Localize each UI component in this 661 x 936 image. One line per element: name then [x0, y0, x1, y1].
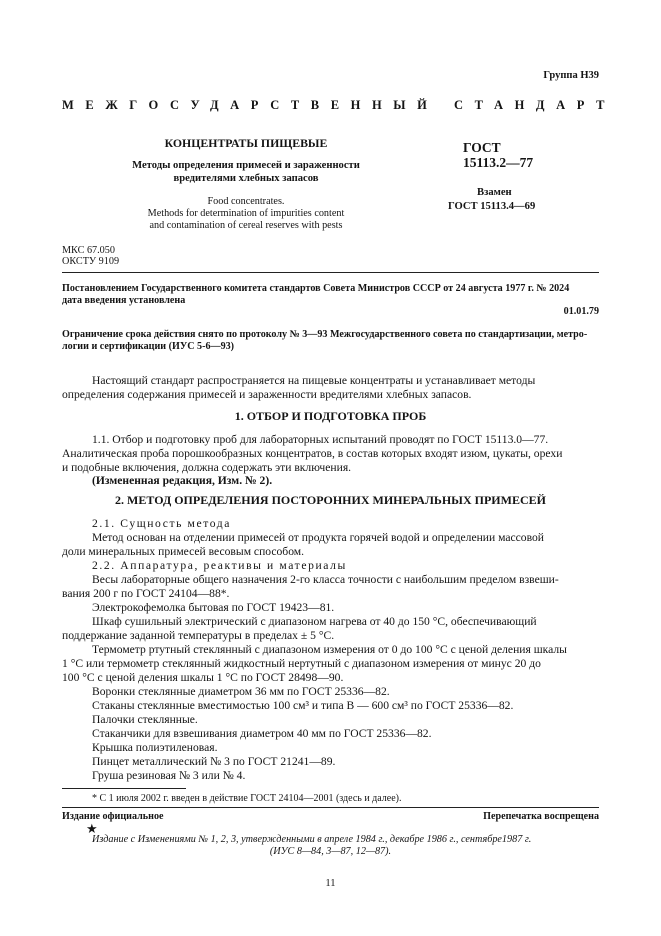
gost-label: ГОСТ — [463, 140, 501, 155]
english-title-3: and contamination of cereal reserves with pests — [149, 220, 343, 231]
equipment-line-8: 100 °С с ценой деления шкалы 1 °С по ГОСТ 28498—90. — [62, 671, 344, 684]
equipment-line-6: Термометр ртутный стеклянный с диапазоном измерения от 0 до 100 °С с ценой деления шкалы — [92, 643, 567, 656]
section-1-para-line-2: Аналитическая проба порошкообразных концентратов, в состав которых входят изюм, цукаты, орехи — [62, 447, 563, 460]
section-2-heading: 2. МЕТОД ОПРЕДЕЛЕНИЯ ПОСТОРОННИХ МИНЕРАЛЬНЫХ ПРИМЕСЕЙ — [115, 493, 546, 507]
restriction-text-1: Ограничение срока действия снято по протоколу № 3—93 Межгосударственного совета по стандартизации, метро- — [62, 329, 588, 340]
official-edition: Издание официальное — [62, 811, 164, 822]
equipment-line-7: 1 °С или термометр стеклянный жидкостный нертутный с диапазоном измерения от минус 20 до — [62, 657, 541, 670]
star-icon: ★ — [86, 821, 98, 836]
standard-subtitle-1: Методы определения примесей и зараженности — [132, 160, 360, 171]
replaces-number: ГОСТ 15113.4—69 — [448, 201, 536, 212]
effective-date: 01.01.79 — [563, 306, 599, 317]
equipment-line-13: Крышка полиэтиленовая. — [92, 741, 218, 754]
intro-line-2: определения содержания примесей и зараженности вредителями хлебных запасов. — [62, 388, 472, 401]
replaces-label: Взамен — [477, 187, 512, 198]
equipment-line-14: Пинцет металлический № 3 по ГОСТ 21241—89. — [92, 755, 336, 768]
equipment-line-5: поддержание заданной температуры в пределах ± 5 °С. — [62, 629, 335, 642]
subsection-2-1-title — [92, 517, 231, 531]
page-number: 11 — [325, 878, 336, 889]
equipment-line-4: Шкаф сушильный электрический с диапазоном нагрева от 40 до 150 °С, обеспечивающий — [92, 615, 537, 628]
standard-subtitle-2: вредителями хлебных запасов — [173, 173, 319, 184]
okstu-code: ОКСТУ 9109 — [62, 256, 120, 267]
footnote-rule — [62, 788, 186, 789]
equipment-line-1: Весы лабораторные общего назначения 2-го класса точности с наибольшим пределом взвеши- — [92, 573, 559, 586]
amendments-line-2: (ИУС 8—84, 3—87, 12—87). — [269, 846, 392, 857]
equipment-line-9: Воронки стеклянные диаметром 36 мм по ГОСТ 25336—82. — [92, 685, 390, 698]
equipment-line-2: вания 200 г по ГОСТ 24104—88*. — [62, 587, 230, 600]
section-1-heading: 1. ОТБОР И ПОДГОТОВКА ПРОБ — [234, 409, 427, 423]
amendments-line-1: Издание с Изменениями № 1, 2, 3, утвержденными в апреле 1984 г., декабре 1986 г., сентябре1987 г. — [92, 834, 532, 845]
section-1-para-line-1: 1.1. Отбор и подготовку проб для лабораторных испытаний проводят по ГОСТ 15113.0—77. — [92, 433, 549, 446]
group-code: Группа Н39 — [543, 70, 599, 81]
header-divider — [62, 272, 599, 273]
intro-line-1: Настоящий стандарт распространяется на пищевые концентраты и устанавливает методы — [92, 374, 536, 387]
reprint-prohibited: Перепечатка воспрещена — [483, 811, 599, 822]
standard-title: КОНЦЕНТРАТЫ ПИЩЕВЫЕ — [164, 136, 328, 150]
mks-code: МКС 67.050 — [62, 245, 115, 256]
s21-line-2: доли минеральных примесей весовым способом. — [62, 545, 305, 558]
banner-interstate: МЕЖГОСУДАРСТВЕННЫЙ — [62, 98, 439, 112]
equipment-line-12: Стаканчики для взвешивания диаметром 40 мм по ГОСТ 25336—82. — [92, 727, 432, 740]
footnote: * С 1 июля 2002 г. введен в действие ГОСТ 24104—2001 (здесь и далее). — [92, 793, 402, 804]
equipment-line-11: Палочки стеклянные. — [92, 713, 198, 726]
section-1-para-line-3: и подобные включения, должна содержать эти включения. — [62, 461, 352, 474]
restriction-text-2: логии и сертификации (ИУС 5-6—93) — [62, 341, 235, 352]
equipment-line-15: Груша резиновая № 3 или № 4. — [92, 769, 246, 782]
equipment-line-10: Стаканы стеклянные вместимостью 100 см³ и типа В — 600 см³ по ГОСТ 25336—82. — [92, 699, 514, 712]
equipment-line-3: Электрокофемолка бытовая по ГОСТ 19423—81. — [92, 601, 335, 614]
gost-number: 15113.2—77 — [463, 155, 534, 170]
banner-standard: СТАНДАРТ — [454, 98, 617, 112]
subsection-2-2-title — [92, 559, 347, 573]
decree-text: Постановлением Государственного комитета стандартов Совета Министров СССР от 24 августа 1977 г. № 2024 — [62, 283, 570, 294]
english-title-2: Methods for determination of impurities content — [147, 208, 345, 219]
english-title-1: Food concentrates. — [207, 196, 285, 207]
footer-divider — [62, 807, 599, 808]
edition-note: (Измененная редакция, Изм. № 2). — [92, 474, 273, 487]
decree-effective-label: дата введения установлена — [62, 295, 186, 306]
subsection-2-2-title-text: 2.2. Аппаратура, реактивы и материалы — [92, 559, 347, 572]
s21-line-1: Метод основан на отделении примесей от продукта горячей водой и определении массовой — [92, 531, 544, 544]
subsection-2-1-title-text: 2.1. Сущность метода — [92, 517, 232, 530]
